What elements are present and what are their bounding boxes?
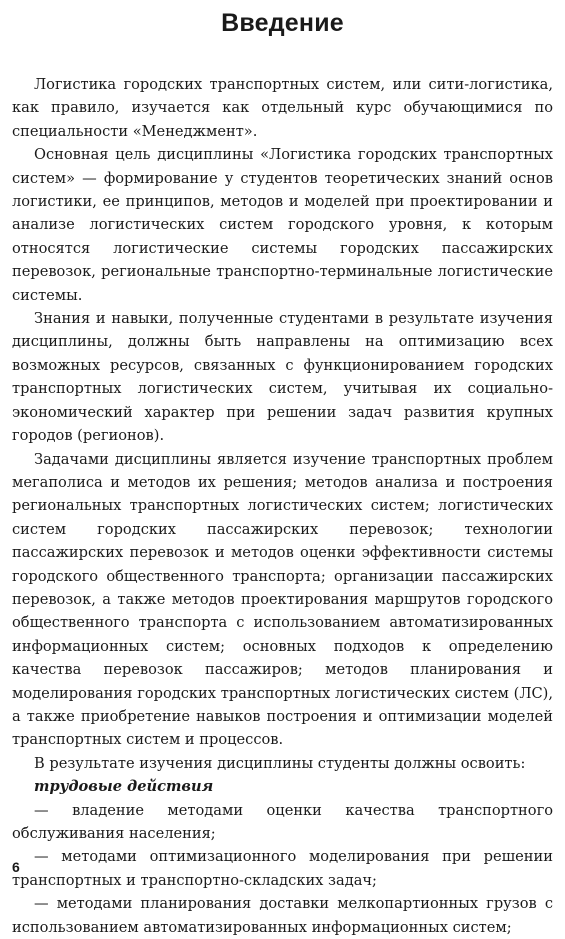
paragraph-intro: Логистика городских транспортных систем, или сити-логистика, как правило, изучается как отдельный курс обучающимися по специальности «Менеджмент». — [12, 76, 553, 140]
page-title: Введение — [221, 9, 344, 37]
list-item: — методами планирования доставки мелкопартионных грузов с использованием автоматизированных информационных систем; — [12, 895, 553, 936]
paragraph-tasks: Задачами дисциплины является изучение транспортных проблем мегаполиса и методов их решения; методов анализа и построения региональных транспортных логистических систем; логистических систем городских пассажирских перевозок; технологии пассажирских перевозок и методов оценки эффективности системы городского общественного транспорта; организации пассажирских перевозок, а также методов проектирования маршрутов городского общественного транспорта с использованием автоматизированных информационных систем; основных подходов к определению качества перевозок пассажиров; методов планирования и моделирования городских транспортных логистических систем (ЛС), а также приобретение навыков построения и оптимизации моделей транспортных систем и процессов. — [12, 450, 553, 749]
paragraph-skills: Знания и навыки, полученные студентами в результате изучения дисциплины, должны быть направлены на оптимизацию всех возможных ресурсов, связанных с функционированием городских транспортных логистических систем, учитывая их социально-экономический характер при решении задач развития крупных городов (регионов). — [12, 310, 553, 445]
list-item: — владение методами оценки качества транспортного обслуживания населения; — [12, 801, 553, 842]
paragraph-results-intro: В результате изучения дисциплины студенты должны освоить: — [34, 754, 526, 772]
page-number: 6 — [12, 859, 20, 875]
body-text — [12, 73, 553, 939]
subheading-labor-actions: трудовые действия — [34, 778, 214, 796]
paragraph-goal: Основная цель дисциплины «Логистика городских транспортных систем» — формирование у студентов теоретических знаний основ логистики, ее принципов, методов и моделей при проектировании и анализе логистических систем городского уровня, к которым относятся логистические системы городских пассажирских перевозок, региональные транспортно-терминальные логистические системы. — [12, 146, 553, 304]
list-item: — методами оптимизационного моделирования при решении транспортных и транспортно-складских задач; — [12, 848, 553, 889]
